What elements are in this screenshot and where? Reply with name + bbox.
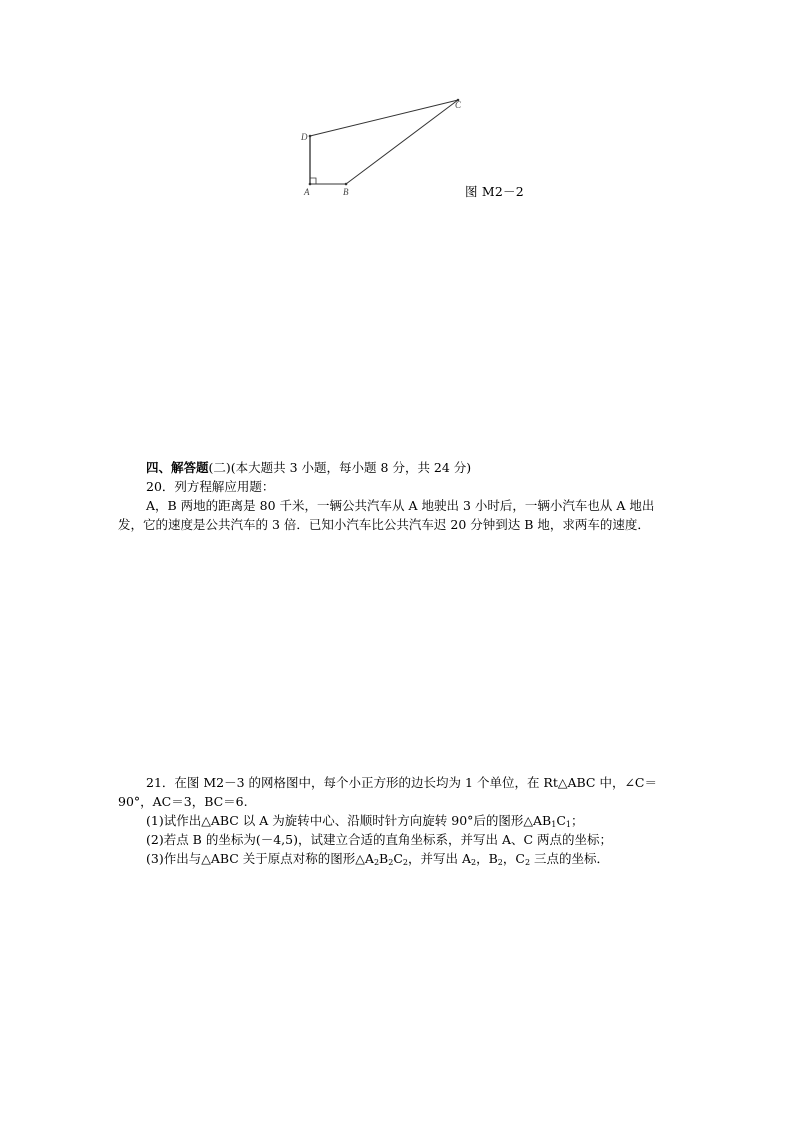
figure-caption: 图 M2－2 [465,184,524,199]
part3-text-a: (3)作出与△ABC 关于原点对称的图形△A [146,851,374,866]
part3-sub-3: 2 [402,858,408,867]
question-21-part3 [118,849,678,868]
question-20-title: 20．列方程解应用题： [146,479,275,494]
part3-text-d: ，并写出 A [408,851,472,866]
part3-sub-1: 2 [373,858,380,867]
segment-DC [310,100,458,136]
part3-text-c: C [393,851,403,866]
part1-text-c: ； [571,813,584,828]
question-21 [118,773,678,868]
part1-text-b: C [556,813,566,828]
part3-text-g: 三点的坐标． [530,851,610,866]
point-A [309,183,312,186]
part3-sub-6: 2 [524,858,531,867]
figure-svg [296,92,476,202]
part3-text-e: ，B [476,851,498,866]
part1-sub-2: 1 [565,820,571,829]
question-21-stem: 21．在图 M2－3 的网格图中，每个小正方形的边长均为 1 个单位，在 Rt△ABC 中，∠C＝90°，AC＝3，BC＝6. [118,775,657,809]
part1-text-a: (1)试作出△ABC 以 A 为旋转中心、沿顺时针方向旋转 90°后的图形△AB [146,813,552,828]
part3-text-b: B [379,851,389,866]
label-D: D [301,132,308,142]
quadrilateral-figure [296,92,476,202]
question-20-body: A，B 两地的距离是 80 千米，一辆公共汽车从 A 地驶出 3 小时后，一辆小汽车也从 A 地出发，它的速度是公共汽车的 3 倍．已知小汽车比公共汽车迟 20 分钟到达 B 地，求两车的速度． [118,498,655,532]
question-21-part1 [118,811,678,830]
question-20 [118,477,678,534]
point-B [345,183,348,186]
part1-sub-1: 1 [551,820,557,829]
part3-sub-4: 2 [471,858,477,867]
part3-sub-2: 2 [388,858,394,867]
part3-sub-5: 2 [497,858,503,867]
label-B: B [343,187,349,197]
label-C: C [455,100,462,110]
point-D [309,135,312,138]
part3-text-f: ，C [502,851,525,866]
segment-BC [346,100,458,184]
question-21-part2: (2)若点 B 的坐标为(－4,5)，试建立合适的直角坐标系，并写出 A、C 两点的坐标； [146,832,613,847]
label-A: A [304,187,310,197]
section-heading-bold: 四、解答题 [146,460,209,475]
section-heading [146,458,471,476]
section-heading-rest: (二)(本大题共 3 小题，每小题 8 分，共 24 分) [208,460,472,475]
